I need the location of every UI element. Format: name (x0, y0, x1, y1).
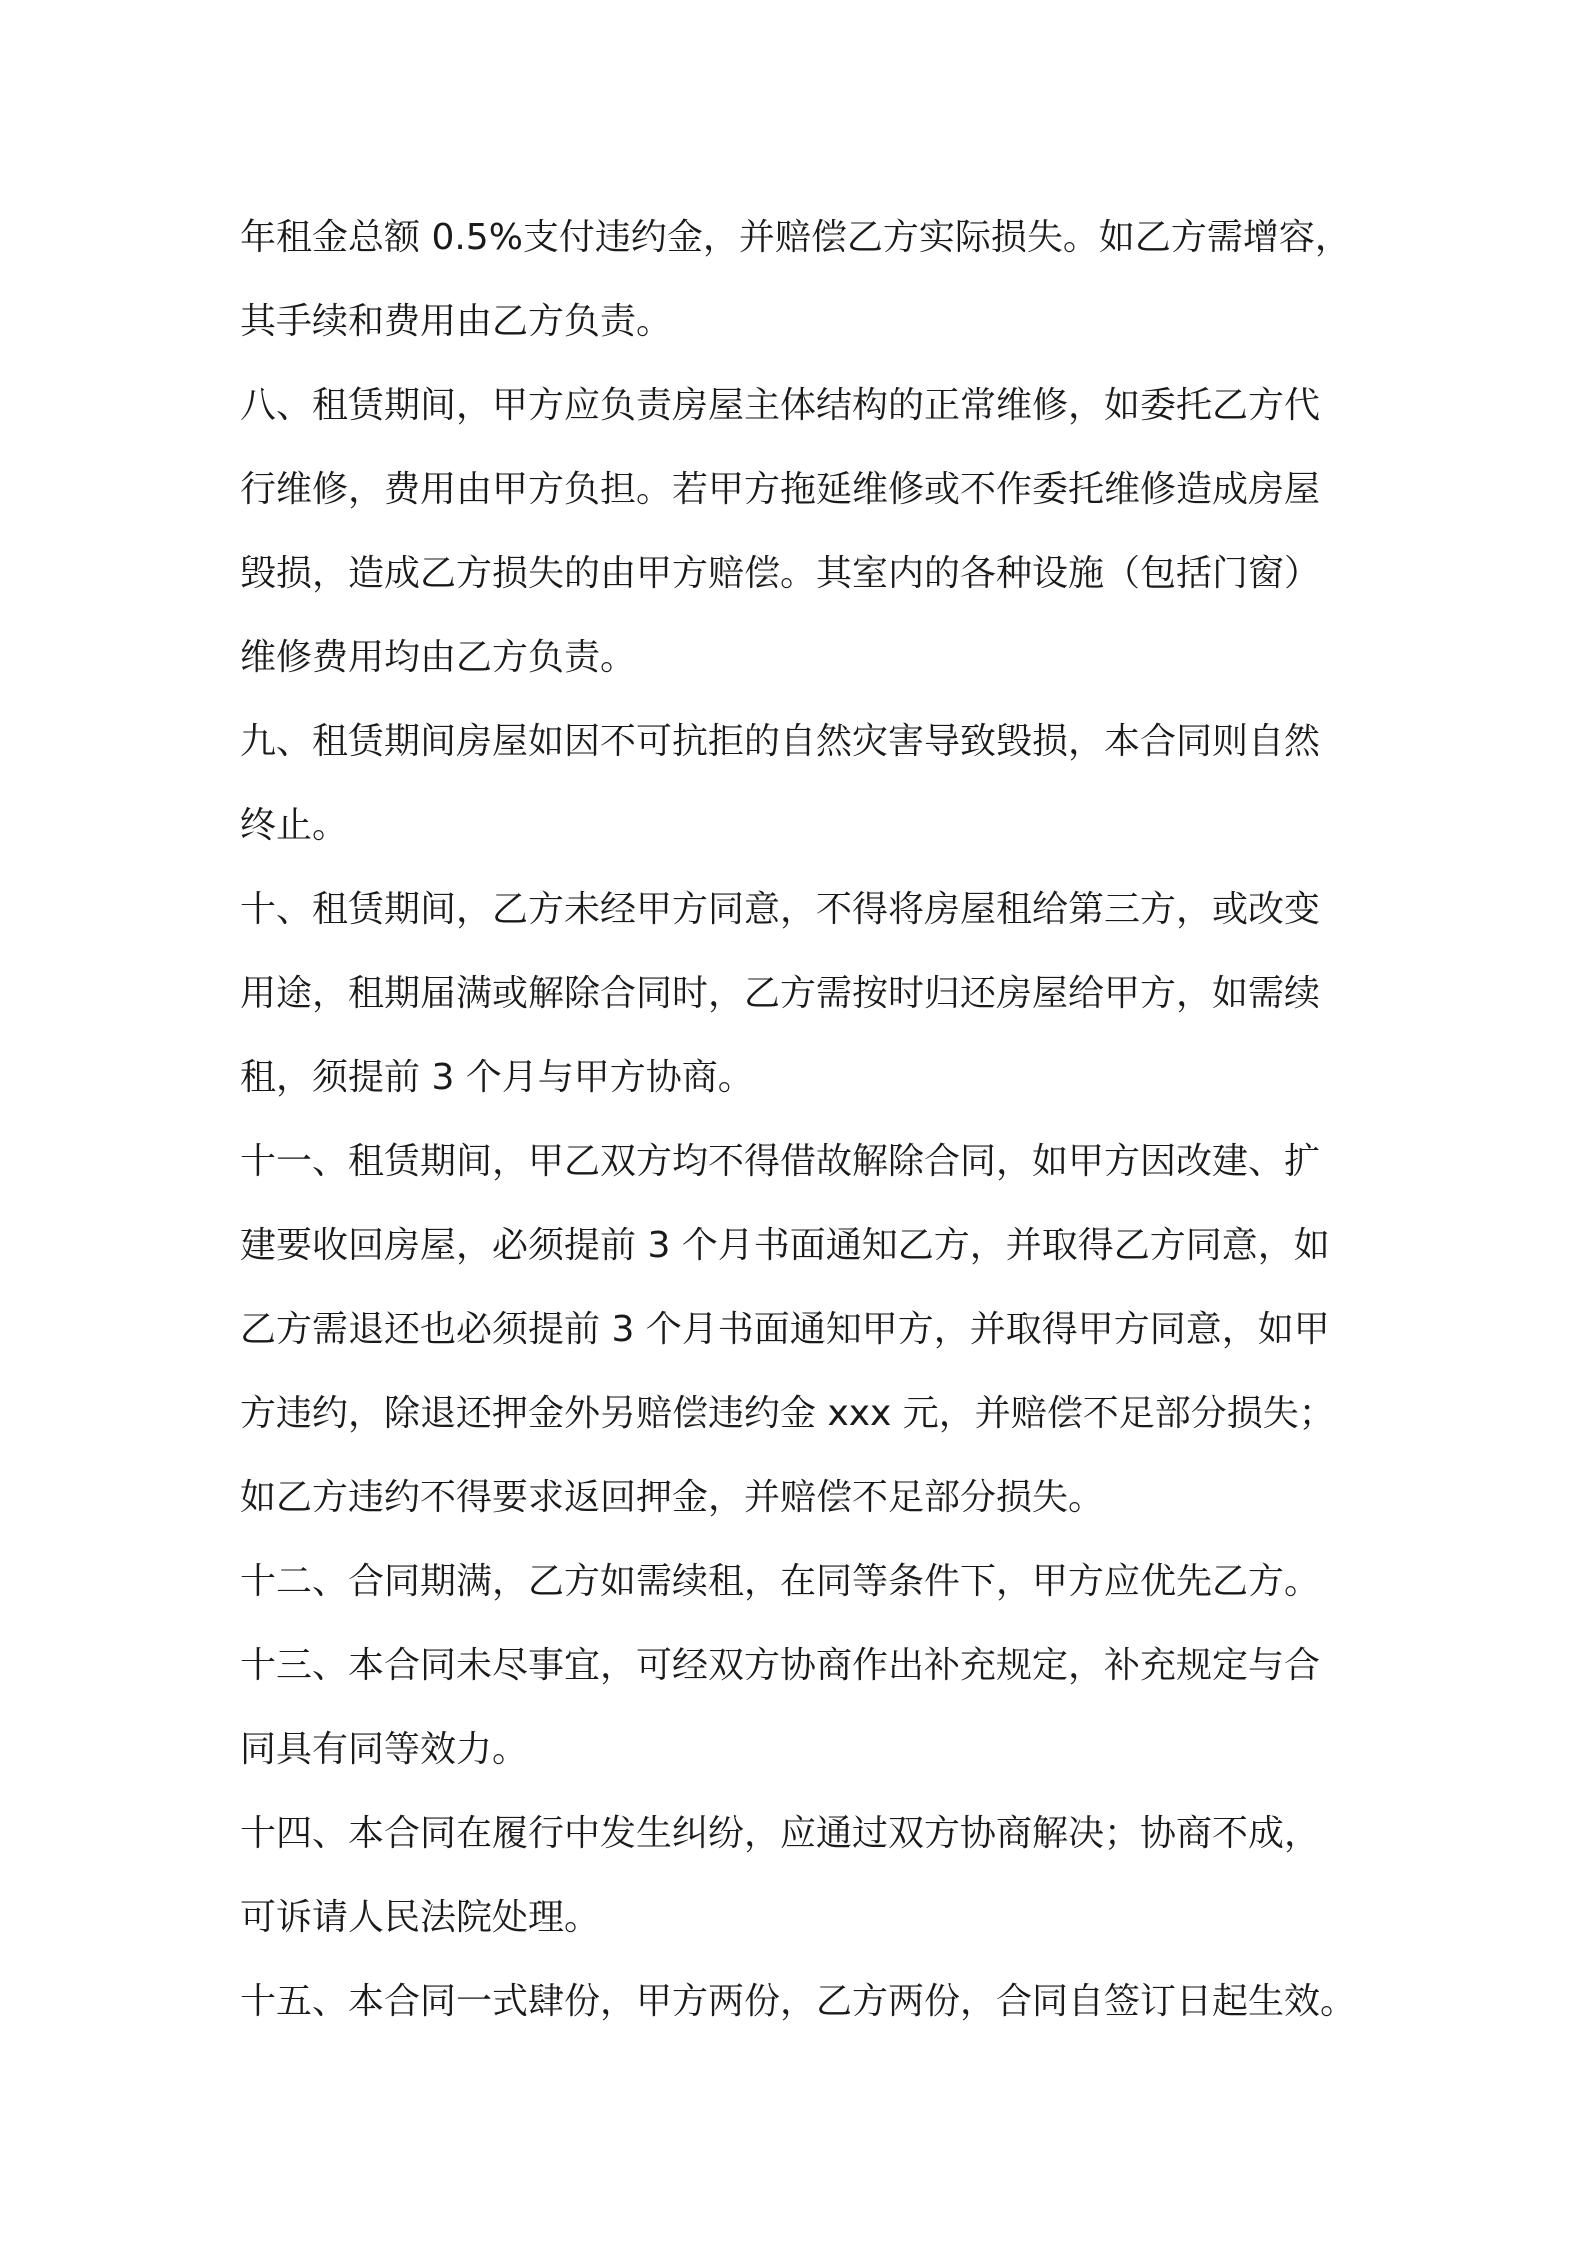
clause-10-line: 十、租赁期间，乙方未经甲方同意，不得将房屋租给第三方，或改变 (240, 889, 1321, 930)
contract-text (240, 196, 1360, 2044)
clause-12-line: 十二、合同期满，乙方如需续租，在同等条件下，甲方应优先乙方。 (240, 1561, 1321, 1602)
clause-8-line: 八、租赁期间，甲方应负责房屋主体结构的正常维修，如委托乙方代 (240, 385, 1321, 426)
text-line: 用途，租期届满或解除合同时，乙方需按时归还房屋给甲方，如需续 (240, 973, 1321, 1014)
text-line: 方违约，除退还押金外另赔偿违约金 xxx 元，并赔偿不足部分损失； (240, 1393, 1335, 1434)
clause-9-line: 九、租赁期间房屋如因不可抗拒的自然灾害导致毁损，本合同则自然 (240, 721, 1321, 762)
clause-11-line: 十一、租赁期间，甲乙双方均不得借故解除合同，如甲方因改建、扩 (240, 1141, 1321, 1182)
text-line: 乙方需退还也必须提前 3 个月书面通知甲方，并取得甲方同意，如甲 (240, 1309, 1330, 1350)
clause-15-line: 十五、本合同一式肆份，甲方两份，乙方两份，合同自签订日起生效。 (240, 1981, 1357, 2022)
text-line: 其手续和费用由乙方负责。 (240, 301, 673, 342)
text-line: 同具有同等效力。 (240, 1729, 529, 1770)
text-line: 终止。 (240, 805, 349, 846)
text-line: 租，须提前 3 个月与甲方协商。 (240, 1057, 754, 1098)
text-line: 建要收回房屋，必须提前 3 个月书面通知乙方，并取得乙方同意，如 (240, 1225, 1330, 1266)
text-line: 行维修，费用由甲方负担。若甲方拖延维修或不作委托维修造成房屋 (240, 469, 1321, 510)
text-line: 年租金总额 0.5%支付违约金，并赔偿乙方实际损失。如乙方需增容， (240, 217, 1351, 258)
text-line: 可诉请人民法院处理。 (240, 1897, 601, 1938)
text-line: 毁损，造成乙方损失的由甲方赔偿。其室内的各种设施（包括门窗） (240, 553, 1321, 594)
clause-14-line: 十四、本合同在履行中发生纠纷，应通过双方协商解决；协商不成， (240, 1813, 1321, 1854)
clause-13-line: 十三、本合同未尽事宜，可经双方协商作出补充规定，补充规定与合 (240, 1645, 1321, 1686)
text-line: 维修费用均由乙方负责。 (240, 637, 637, 678)
text-line: 如乙方违约不得要求返回押金，并赔偿不足部分损失。 (240, 1477, 1105, 1518)
